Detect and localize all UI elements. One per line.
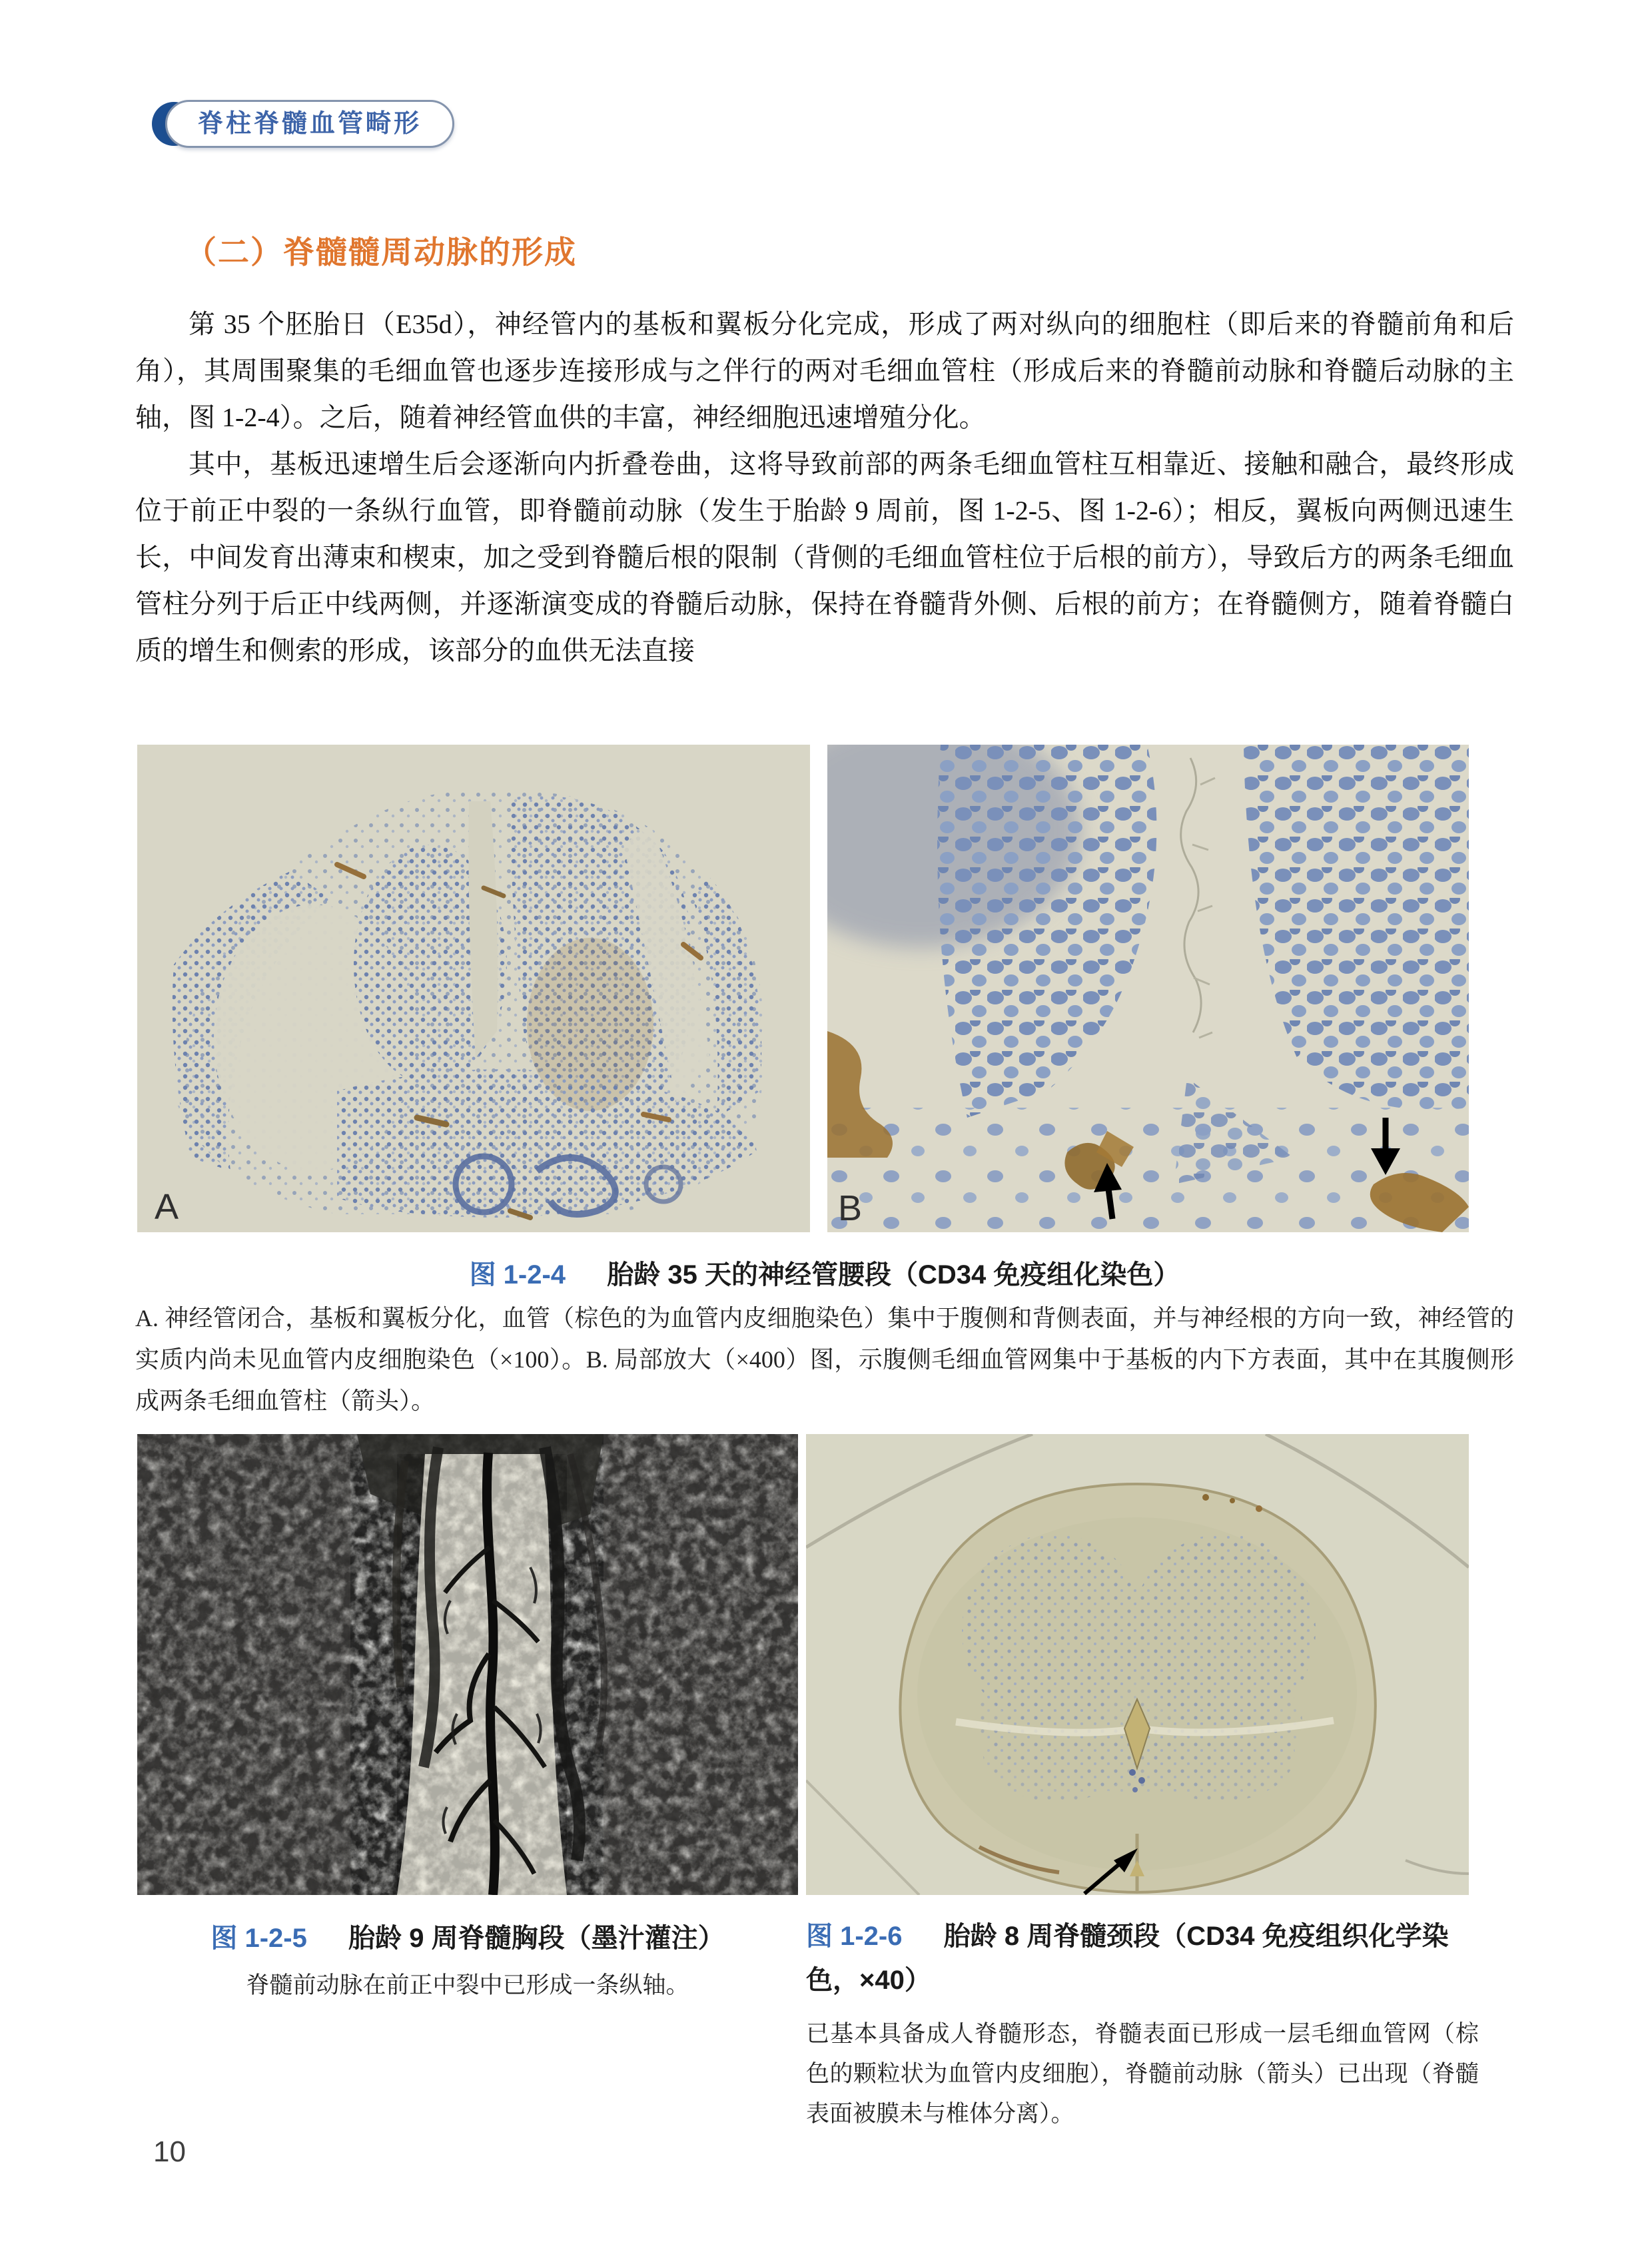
figure-1-2-4-note: A. 神经管闭合，基板和翼板分化，血管（棕色的为血管内皮细胞染色）集中于腹侧和背侧表面，并与神经根的方向一致，神经管的实质内尚未见血管内皮细胞染色（×100）。B. 局部放大（×400）图，示腹侧毛细血管网集中于基板的内下方表面，其中在其腹侧形成两条毛细血管柱（箭头）。 <box>135 1305 1514 1414</box>
figure-1-2-4-panel-b-image <box>827 745 1469 1232</box>
paragraph-2: 其中，基板迅速增生后会逐渐向内折叠卷曲，这将导致前部的两条毛细血管柱互相靠近、接触和融合，最终形成位于前正中裂的一条纵行血管，即脊髓前动脉（发生于胎龄 9 周前，图 1-2-5、图 1-2-6）；相反，翼板向两侧迅速生长，中间发育出薄束和楔束，加之受到脊髓后根的限制（背侧的毛细血管柱位于后根的前方），导致后方的两条毛细血管柱分列于后正中线两侧，并逐渐演变成的脊髓后动脉，保持在脊髓背外侧、后根的前方；在脊髓侧方，随着脊髓白质的增生和侧索的形成，该部分的血供无法直接 <box>135 449 1514 665</box>
figure-1-2-5-note: 脊髓前动脉在前正中裂中已形成一条纵轴。 <box>246 1972 689 1998</box>
figure-1-2-5-image <box>137 1434 798 1895</box>
figure-row-2 <box>0 1434 1652 1895</box>
header-badge-label: 脊柱脊髓血管畸形 <box>165 100 454 148</box>
figure-1-2-6-caption <box>806 1914 1479 2002</box>
section-heading: （二）脊髓髓周动脉的形成 <box>185 234 577 270</box>
page-number: 10 <box>153 2135 186 2168</box>
panel-a-label: A <box>155 1187 179 1227</box>
figure-1-2-6-image <box>806 1434 1469 1895</box>
figure-1-2-5-number: 图 1-2-5 <box>210 1924 307 1953</box>
figure-1-2-5-caption <box>137 1917 798 1955</box>
figure-1-2-6-note: 已基本具备成人脊髓形态，脊髓表面已形成一层毛细血管网（棕色的颗粒状为血管内皮细胞），脊髓前动脉（箭头）已出现（脊髓表面被膜未与椎体分离）。 <box>806 2021 1479 2127</box>
figure-1-2-5-title: 胎龄 9 周脊髓胸段（墨汁灌注） <box>348 1924 725 1953</box>
figure-1-2-4-caption <box>135 1254 1514 1292</box>
figure-1-2-4 <box>0 745 1652 1232</box>
figure-1-2-6-title: 胎龄 8 周脊髓颈段（CD34 免疫组织化学染色，×40） <box>806 1922 1449 1995</box>
figure-1-2-6-number: 图 1-2-6 <box>806 1922 903 1951</box>
figure-1-2-4-number: 图 1-2-4 <box>469 1260 566 1290</box>
figure-1-2-4-panel-a-image <box>137 745 810 1232</box>
panel-b-label: B <box>838 1188 863 1228</box>
body-text <box>135 301 1514 674</box>
paragraph-1: 第 35 个胚胎日（E35d），神经管内的基板和翼板分化完成，形成了两对纵向的细胞柱（即后来的脊髓前角和后角），其周围聚集的毛细血管也逐步连接形成与之伴行的两对毛细血管柱（形成后来的脊髓前动脉和脊髓后动脉的主轴，图 1-2-4）。之后，随着神经管血供的丰富，神经细胞迅速增殖分化。 <box>135 309 1514 432</box>
figure-1-2-4-title: 胎龄 35 天的神经管腰段（CD34 免疫组化染色） <box>607 1260 1180 1290</box>
